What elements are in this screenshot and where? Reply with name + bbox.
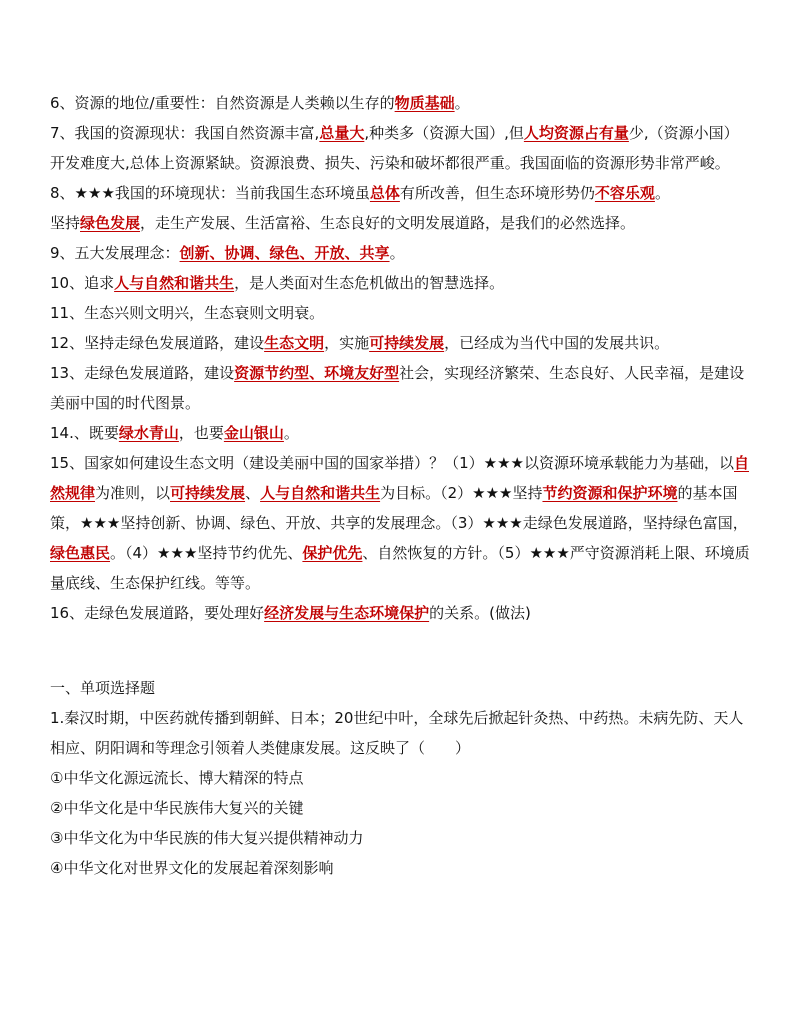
text-segment: ，实施: [324, 334, 370, 352]
key-term: 节约资源和保护环境: [542, 484, 678, 502]
knowledge-point-8b: [50, 208, 750, 238]
key-term: 创新、协调、绿色、开放、共享: [179, 244, 390, 262]
key-term: 总量大: [319, 124, 365, 142]
key-term: 绿色惠民: [50, 544, 111, 562]
option-1: ①中华文化源远流长、博大精深的特点: [50, 769, 304, 787]
knowledge-point-10: [50, 268, 750, 298]
knowledge-point-8: [50, 178, 750, 208]
option-2: ②中华文化是中华民族伟大复兴的关键: [50, 799, 304, 817]
knowledge-point-7: [50, 118, 750, 178]
text-segment: 。: [283, 424, 299, 442]
key-term: 绿水青山: [118, 424, 179, 442]
text-segment: 。: [454, 94, 470, 112]
knowledge-points: [50, 88, 750, 628]
text-segment: 8、★★★我国的环境现状：当前我国生态环境虽: [50, 184, 370, 202]
text-segment: 6、资源的地位/重要性：自然资源是人类赖以生存的: [50, 94, 395, 112]
text-segment: 12、坚持走绿色发展道路，建设: [50, 334, 265, 352]
text-segment: 有所改善，但生态环境形势仍: [399, 184, 595, 202]
question-stem: 1.秦汉时期，中医药就传播到朝鲜、日本；20世纪中叶，全球先后掀起针灸热、中药热。未病先防、天人相应、阴阳调和等理念引领着人类健康发展。这反映了（ ）: [50, 709, 744, 757]
key-term: 生态文明: [264, 334, 325, 352]
knowledge-point-9: [50, 238, 750, 268]
key-term: 保护优先: [302, 544, 363, 562]
key-term: 人与自然和谐共生: [114, 274, 235, 292]
text-segment: 少,（资源小国）开发难度大,总体上资源紧缺。资源浪费、损失、污染和破坏都很严重。我国面临的资源形势非常严峻。: [50, 124, 739, 172]
key-term: 人均资源占有量: [523, 124, 629, 142]
text-segment: ,种类多（资源大国）,但: [364, 124, 524, 142]
section-title: 一、单项选择题: [50, 679, 156, 697]
key-term: 可持续发展: [369, 334, 445, 352]
knowledge-point-16: [50, 598, 750, 628]
text-segment: 10、追求: [50, 274, 115, 292]
knowledge-point-13: [50, 358, 750, 418]
knowledge-point-14: [50, 418, 750, 448]
text-segment: 、自然恢复的方针。（5）★★★严守资源消耗上限、环境质量底线、生态保护红线。等等。: [50, 544, 750, 592]
key-term: 可持续发展: [170, 484, 246, 502]
key-term: 物质基础: [394, 94, 455, 112]
text-segment: 15、国家如何建设生态文明（建设美丽中国的国家举措）？（1）★★★以资源环境承载能力为基础，以: [50, 454, 734, 472]
text-segment: 14.、既要: [50, 424, 119, 442]
text-segment: ，也要: [178, 424, 224, 442]
text-segment: 。: [389, 244, 405, 262]
text-segment: ，已经成为当代中国的发展共识。: [444, 334, 670, 352]
text-segment: 13、走绿色发展道路，建设: [50, 364, 235, 382]
key-term: 不容乐观: [594, 184, 655, 202]
knowledge-point-11: [50, 298, 750, 328]
document-content: [50, 88, 750, 883]
knowledge-point-15: [50, 448, 750, 598]
text-segment: ，是人类面对生态危机做出的智慧选择。: [234, 274, 505, 292]
text-segment: 。（4）★★★坚持节约优先、: [110, 544, 303, 562]
key-term: 绿色发展: [80, 214, 141, 232]
section-gap: [50, 628, 750, 673]
text-segment: 的基本国策，★★★坚持创新、协调、绿色、开放、共享的发展理念。（3）★★★走绿色发展道路，坚持绿色富国，: [50, 484, 748, 532]
text-segment: 、: [245, 484, 261, 502]
option-4: ④中华文化对世界文化的发展起着深刻影响: [50, 859, 334, 877]
text-segment: 社会，实现经济繁荣、生态良好、人民幸福，是建设美丽中国的时代图景。: [50, 364, 745, 412]
text-segment: 11、生态兴则文明兴，生态衰则文明衰。: [50, 304, 325, 322]
text-segment: 。: [654, 184, 670, 202]
text-segment: 的关系。(做法): [429, 604, 531, 622]
knowledge-point-12: [50, 328, 750, 358]
text-segment: 为准则，以: [95, 484, 171, 502]
text-segment: ，走生产发展、生活富裕、生态良好的文明发展道路，是我们的必然选择。: [140, 214, 636, 232]
text-segment: 16、走绿色发展道路，要处理好: [50, 604, 265, 622]
option-3: ③中华文化为中华民族的伟大复兴提供精神动力: [50, 829, 364, 847]
key-term: 自然规律: [50, 454, 749, 502]
text-segment: 9、五大发展理念：: [50, 244, 180, 262]
text-segment: 坚持: [50, 214, 81, 232]
key-term: 金山银山: [223, 424, 284, 442]
key-term: 资源节约型、环境友好型: [234, 364, 400, 382]
text-segment: 为目标。（2）★★★坚持: [380, 484, 543, 502]
knowledge-point-6: [50, 88, 750, 118]
text-segment: 7、我国的资源现状：我国自然资源丰富,: [50, 124, 320, 142]
key-term: 经济发展与生态环境保护: [264, 604, 430, 622]
key-term: 总体: [369, 184, 400, 202]
key-term: 人与自然和谐共生: [260, 484, 381, 502]
